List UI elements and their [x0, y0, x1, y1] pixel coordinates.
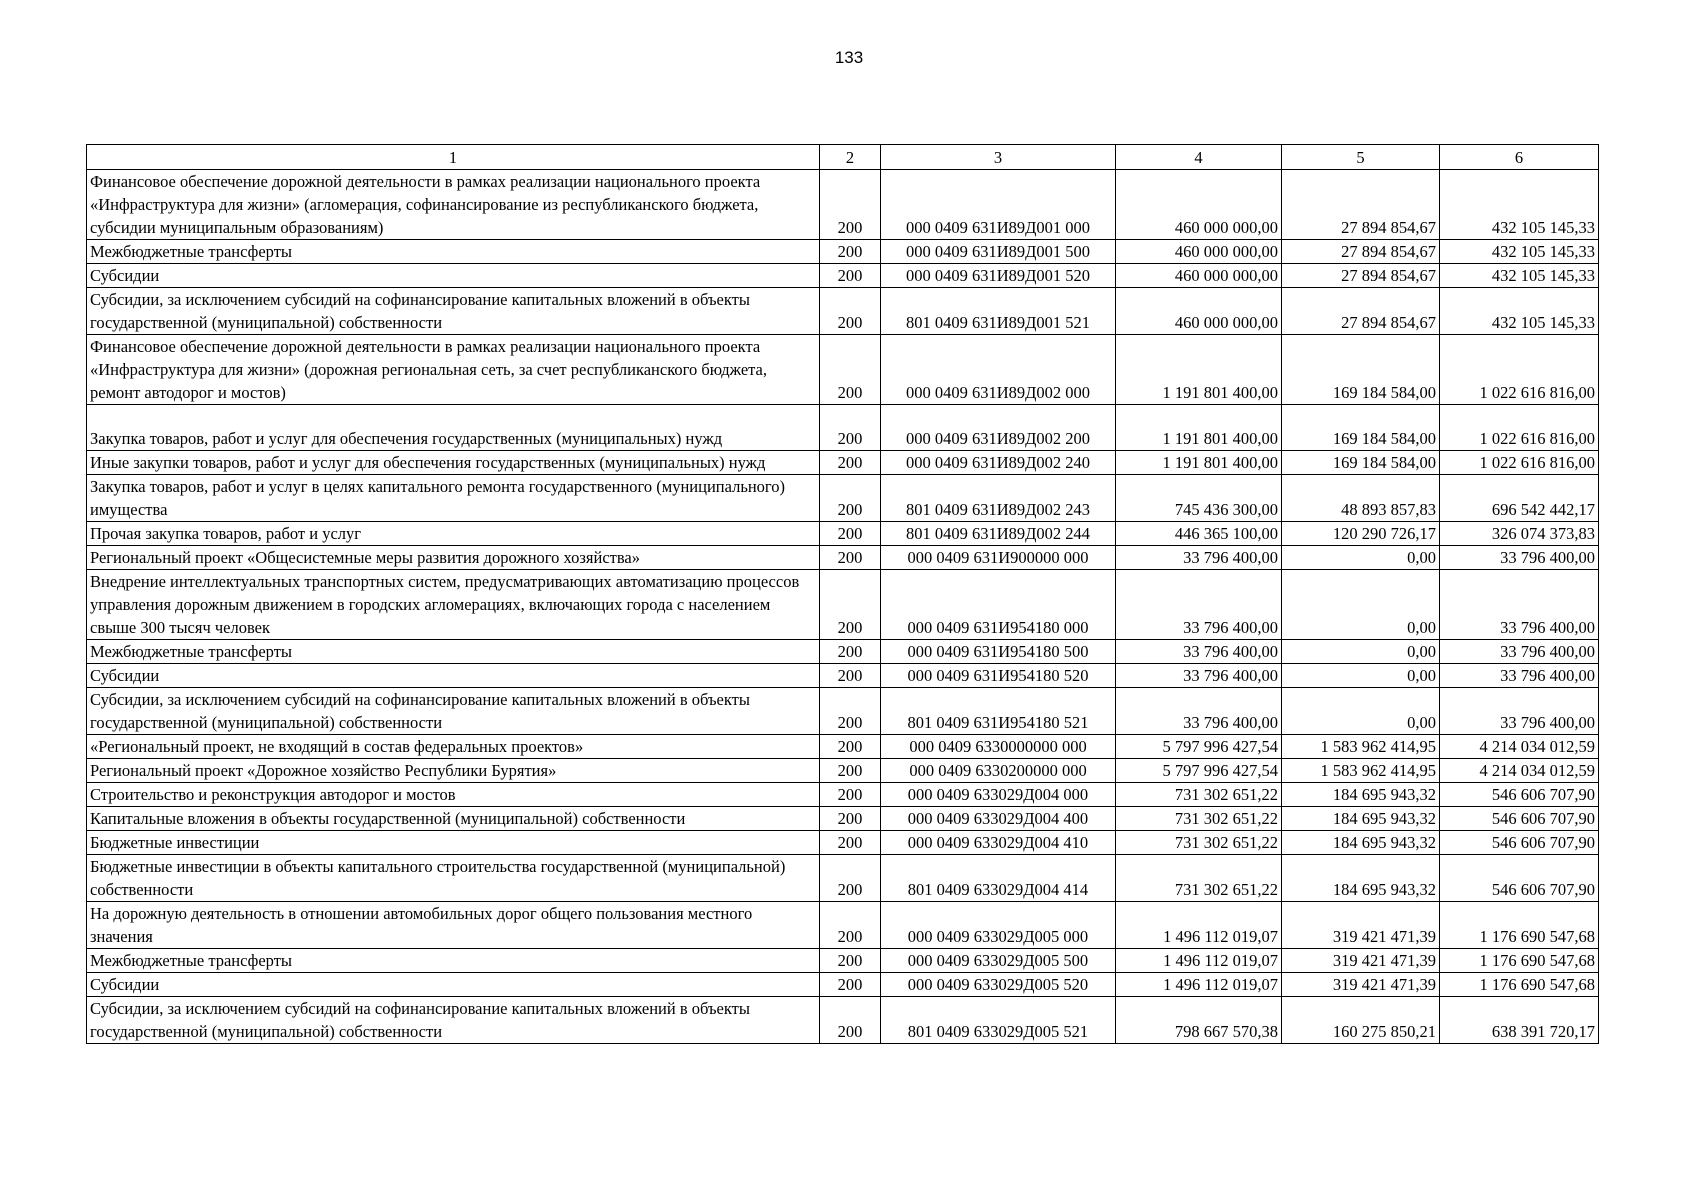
row-code-cell: 200 — [820, 475, 881, 522]
row-name-cell: Субсидии, за исключением субсидий на софинансирование капитальных вложений в объекты государственной (муниципальной) собственности — [87, 997, 820, 1044]
page-number: 133 — [834, 48, 864, 67]
row-name-cell: Межбюджетные трансферты — [87, 240, 820, 264]
row-name-cell: Межбюджетные трансферты — [87, 949, 820, 973]
row-code-cell: 200 — [820, 640, 881, 664]
row-value-col5-cell: 48 893 857,83 — [1282, 475, 1440, 522]
row-code-cell: 200 — [820, 855, 881, 902]
row-value-col4-cell: 731 302 651,22 — [1116, 855, 1282, 902]
row-value-col5-cell: 319 421 471,39 — [1282, 902, 1440, 949]
row-classification-cell: 801 0409 631И89Д002 243 — [881, 475, 1116, 522]
row-value-col6-cell: 33 796 400,00 — [1440, 546, 1599, 570]
row-value-col4-cell: 731 302 651,22 — [1116, 807, 1282, 831]
row-code-cell: 200 — [820, 807, 881, 831]
row-value-col6-cell: 1 176 690 547,68 — [1440, 973, 1599, 997]
table-row — [87, 264, 1599, 288]
row-value-col4-cell: 1 191 801 400,00 — [1116, 405, 1282, 451]
row-value-col5-cell: 1 583 962 414,95 — [1282, 759, 1440, 783]
row-classification-cell: 000 0409 633029Д005 000 — [881, 902, 1116, 949]
row-value-col5-cell: 184 695 943,32 — [1282, 855, 1440, 902]
row-name-cell: Региональный проект «Общесистемные меры развития дорожного хозяйства» — [87, 546, 820, 570]
row-name-cell: Прочая закупка товаров, работ и услуг — [87, 522, 820, 546]
row-name-cell: «Региональный проект, не входящий в состав федеральных проектов» — [87, 735, 820, 759]
row-value-col5-cell: 0,00 — [1282, 546, 1440, 570]
row-code-cell: 200 — [820, 264, 881, 288]
row-value-col6-cell: 546 606 707,90 — [1440, 807, 1599, 831]
row-name-cell: Внедрение интеллектуальных транспортных систем, предусматривающих автоматизацию процессов управления дорожным движением в городских агломерациях, включающих города с населением свыше 300 тысяч человек — [87, 570, 820, 640]
row-code-cell: 200 — [820, 735, 881, 759]
table-row — [87, 570, 1599, 640]
row-value-col5-cell: 27 894 854,67 — [1282, 170, 1440, 240]
table-row — [87, 831, 1599, 855]
row-value-col6-cell: 546 606 707,90 — [1440, 783, 1599, 807]
row-value-col6-cell: 546 606 707,90 — [1440, 855, 1599, 902]
row-code-cell: 200 — [820, 949, 881, 973]
row-code-cell: 200 — [820, 570, 881, 640]
row-name-cell: Финансовое обеспечение дорожной деятельности в рамках реализации национального проекта «Инфраструктура для жизни» (агломерация, софинансирование из республиканского бюджета, субсидии муниципальным образованиям) — [87, 170, 820, 240]
row-value-col4-cell: 33 796 400,00 — [1116, 640, 1282, 664]
row-name-cell: Иные закупки товаров, работ и услуг для обеспечения государственных (муниципальных) нужд — [87, 451, 820, 475]
row-value-col5-cell: 0,00 — [1282, 640, 1440, 664]
row-value-col5-cell: 120 290 726,17 — [1282, 522, 1440, 546]
row-code-cell: 200 — [820, 664, 881, 688]
table-row — [87, 855, 1599, 902]
column-header: 3 — [881, 145, 1116, 170]
row-value-col5-cell: 169 184 584,00 — [1282, 405, 1440, 451]
row-value-col4-cell: 446 365 100,00 — [1116, 522, 1282, 546]
row-name-cell: Закупка товаров, работ и услуг в целях капитального ремонта государственного (муниципального) имущества — [87, 475, 820, 522]
row-value-col4-cell: 33 796 400,00 — [1116, 546, 1282, 570]
row-classification-cell: 000 0409 633029Д004 410 — [881, 831, 1116, 855]
table-row — [87, 902, 1599, 949]
table-row — [87, 735, 1599, 759]
row-name-cell: Субсидии — [87, 973, 820, 997]
row-value-col6-cell: 638 391 720,17 — [1440, 997, 1599, 1044]
table-row — [87, 949, 1599, 973]
row-classification-cell: 000 0409 631И954180 500 — [881, 640, 1116, 664]
row-classification-cell: 000 0409 631И89Д002 000 — [881, 335, 1116, 405]
row-value-col4-cell: 731 302 651,22 — [1116, 831, 1282, 855]
row-name-cell: Строительство и реконструкция автодорог и мостов — [87, 783, 820, 807]
row-value-col5-cell: 27 894 854,67 — [1282, 264, 1440, 288]
row-value-col6-cell: 4 214 034 012,59 — [1440, 759, 1599, 783]
row-value-col4-cell: 5 797 996 427,54 — [1116, 735, 1282, 759]
table-row — [87, 240, 1599, 264]
row-classification-cell: 801 0409 631И89Д001 521 — [881, 288, 1116, 335]
row-classification-cell: 801 0409 631И954180 521 — [881, 688, 1116, 735]
row-classification-cell: 801 0409 633029Д004 414 — [881, 855, 1116, 902]
row-value-col4-cell: 745 436 300,00 — [1116, 475, 1282, 522]
row-name-cell: Бюджетные инвестиции — [87, 831, 820, 855]
table-row — [87, 405, 1599, 451]
table-row — [87, 688, 1599, 735]
row-value-col4-cell: 1 496 112 019,07 — [1116, 902, 1282, 949]
table-row — [87, 522, 1599, 546]
row-value-col5-cell: 1 583 962 414,95 — [1282, 735, 1440, 759]
row-classification-cell: 000 0409 631И89Д001 000 — [881, 170, 1116, 240]
row-name-cell: Региональный проект «Дорожное хозяйство Республики Бурятия» — [87, 759, 820, 783]
row-value-col5-cell: 0,00 — [1282, 570, 1440, 640]
row-value-col6-cell: 1 176 690 547,68 — [1440, 902, 1599, 949]
row-name-cell: Финансовое обеспечение дорожной деятельности в рамках реализации национального проекта «Инфраструктура для жизни» (дорожная региональная сеть, за счет республиканского бюджета, ремонт автодорог и мостов) — [87, 335, 820, 405]
column-header: 6 — [1440, 145, 1599, 170]
row-code-cell: 200 — [820, 902, 881, 949]
row-value-col6-cell: 432 105 145,33 — [1440, 240, 1599, 264]
budget-table — [86, 144, 1599, 1044]
table-row — [87, 807, 1599, 831]
row-name-cell: Капитальные вложения в объекты государственной (муниципальной) собственности — [87, 807, 820, 831]
row-value-col4-cell: 460 000 000,00 — [1116, 288, 1282, 335]
row-classification-cell: 000 0409 633029Д005 520 — [881, 973, 1116, 997]
row-value-col4-cell: 798 667 570,38 — [1116, 997, 1282, 1044]
row-name-cell: Закупка товаров, работ и услуг для обеспечения государственных (муниципальных) нужд — [87, 405, 820, 451]
row-value-col6-cell: 546 606 707,90 — [1440, 831, 1599, 855]
row-name-cell: Субсидии — [87, 664, 820, 688]
table-row — [87, 664, 1599, 688]
row-code-cell: 200 — [820, 335, 881, 405]
row-classification-cell: 000 0409 631И954180 000 — [881, 570, 1116, 640]
row-code-cell: 200 — [820, 973, 881, 997]
row-classification-cell: 000 0409 633029Д004 000 — [881, 783, 1116, 807]
row-value-col6-cell: 1 176 690 547,68 — [1440, 949, 1599, 973]
row-classification-cell: 000 0409 631И954180 520 — [881, 664, 1116, 688]
row-value-col4-cell: 5 797 996 427,54 — [1116, 759, 1282, 783]
row-value-col6-cell: 33 796 400,00 — [1440, 664, 1599, 688]
row-value-col5-cell: 169 184 584,00 — [1282, 335, 1440, 405]
row-code-cell: 200 — [820, 170, 881, 240]
column-header: 4 — [1116, 145, 1282, 170]
row-classification-cell: 000 0409 6330200000 000 — [881, 759, 1116, 783]
row-value-col6-cell: 696 542 442,17 — [1440, 475, 1599, 522]
row-code-cell: 200 — [820, 997, 881, 1044]
row-value-col4-cell: 1 191 801 400,00 — [1116, 335, 1282, 405]
table-row — [87, 288, 1599, 335]
row-name-cell: На дорожную деятельность в отношении автомобильных дорог общего пользования местного значения — [87, 902, 820, 949]
row-code-cell: 200 — [820, 240, 881, 264]
row-value-col5-cell: 160 275 850,21 — [1282, 997, 1440, 1044]
row-value-col5-cell: 169 184 584,00 — [1282, 451, 1440, 475]
row-value-col4-cell: 460 000 000,00 — [1116, 264, 1282, 288]
row-value-col5-cell: 27 894 854,67 — [1282, 288, 1440, 335]
row-value-col6-cell: 33 796 400,00 — [1440, 688, 1599, 735]
row-value-col6-cell: 432 105 145,33 — [1440, 170, 1599, 240]
row-name-cell: Субсидии, за исключением субсидий на софинансирование капитальных вложений в объекты государственной (муниципальной) собственности — [87, 688, 820, 735]
row-classification-cell: 000 0409 631И89Д002 240 — [881, 451, 1116, 475]
row-code-cell: 200 — [820, 688, 881, 735]
row-value-col6-cell: 432 105 145,33 — [1440, 288, 1599, 335]
row-value-col4-cell: 731 302 651,22 — [1116, 783, 1282, 807]
row-value-col6-cell: 1 022 616 816,00 — [1440, 335, 1599, 405]
row-value-col4-cell: 1 496 112 019,07 — [1116, 949, 1282, 973]
row-value-col5-cell: 319 421 471,39 — [1282, 973, 1440, 997]
table-row — [87, 640, 1599, 664]
row-value-col5-cell: 184 695 943,32 — [1282, 831, 1440, 855]
row-classification-cell: 000 0409 631И89Д001 500 — [881, 240, 1116, 264]
row-classification-cell: 000 0409 633029Д005 500 — [881, 949, 1116, 973]
table-row — [87, 546, 1599, 570]
row-classification-cell: 000 0409 631И900000 000 — [881, 546, 1116, 570]
row-value-col6-cell: 432 105 145,33 — [1440, 264, 1599, 288]
row-classification-cell: 000 0409 631И89Д002 200 — [881, 405, 1116, 451]
row-code-cell: 200 — [820, 783, 881, 807]
row-classification-cell: 801 0409 633029Д005 521 — [881, 997, 1116, 1044]
row-value-col5-cell: 27 894 854,67 — [1282, 240, 1440, 264]
table-row — [87, 451, 1599, 475]
row-code-cell: 200 — [820, 831, 881, 855]
row-value-col5-cell: 319 421 471,39 — [1282, 949, 1440, 973]
row-value-col4-cell: 1 496 112 019,07 — [1116, 973, 1282, 997]
table-row — [87, 997, 1599, 1044]
row-value-col4-cell: 33 796 400,00 — [1116, 570, 1282, 640]
row-code-cell: 200 — [820, 546, 881, 570]
row-code-cell: 200 — [820, 405, 881, 451]
row-value-col4-cell: 33 796 400,00 — [1116, 664, 1282, 688]
row-value-col4-cell: 1 191 801 400,00 — [1116, 451, 1282, 475]
column-header: 1 — [87, 145, 820, 170]
row-value-col5-cell: 184 695 943,32 — [1282, 783, 1440, 807]
row-code-cell: 200 — [820, 451, 881, 475]
row-value-col4-cell: 460 000 000,00 — [1116, 170, 1282, 240]
column-header: 5 — [1282, 145, 1440, 170]
table-row — [87, 475, 1599, 522]
row-value-col4-cell: 33 796 400,00 — [1116, 688, 1282, 735]
table-row — [87, 973, 1599, 997]
row-code-cell: 200 — [820, 522, 881, 546]
row-classification-cell: 000 0409 633029Д004 400 — [881, 807, 1116, 831]
row-code-cell: 200 — [820, 288, 881, 335]
row-value-col6-cell: 4 214 034 012,59 — [1440, 735, 1599, 759]
row-classification-cell: 000 0409 6330000000 000 — [881, 735, 1116, 759]
row-value-col5-cell: 0,00 — [1282, 664, 1440, 688]
header-row — [87, 145, 1599, 170]
table-row — [87, 783, 1599, 807]
row-value-col4-cell: 460 000 000,00 — [1116, 240, 1282, 264]
row-classification-cell: 801 0409 631И89Д002 244 — [881, 522, 1116, 546]
row-value-col6-cell: 1 022 616 816,00 — [1440, 451, 1599, 475]
row-name-cell: Межбюджетные трансферты — [87, 640, 820, 664]
table-row — [87, 335, 1599, 405]
row-name-cell: Субсидии, за исключением субсидий на софинансирование капитальных вложений в объекты государственной (муниципальной) собственности — [87, 288, 820, 335]
table-row — [87, 170, 1599, 240]
row-value-col5-cell: 0,00 — [1282, 688, 1440, 735]
row-value-col6-cell: 33 796 400,00 — [1440, 640, 1599, 664]
row-value-col6-cell: 1 022 616 816,00 — [1440, 405, 1599, 451]
row-code-cell: 200 — [820, 759, 881, 783]
row-name-cell: Субсидии — [87, 264, 820, 288]
row-name-cell: Бюджетные инвестиции в объекты капитального строительства государственной (муниципальной) собственности — [87, 855, 820, 902]
row-value-col6-cell: 326 074 373,83 — [1440, 522, 1599, 546]
table-row — [87, 759, 1599, 783]
column-header: 2 — [820, 145, 881, 170]
row-classification-cell: 000 0409 631И89Д001 520 — [881, 264, 1116, 288]
row-value-col6-cell: 33 796 400,00 — [1440, 570, 1599, 640]
row-value-col5-cell: 184 695 943,32 — [1282, 807, 1440, 831]
